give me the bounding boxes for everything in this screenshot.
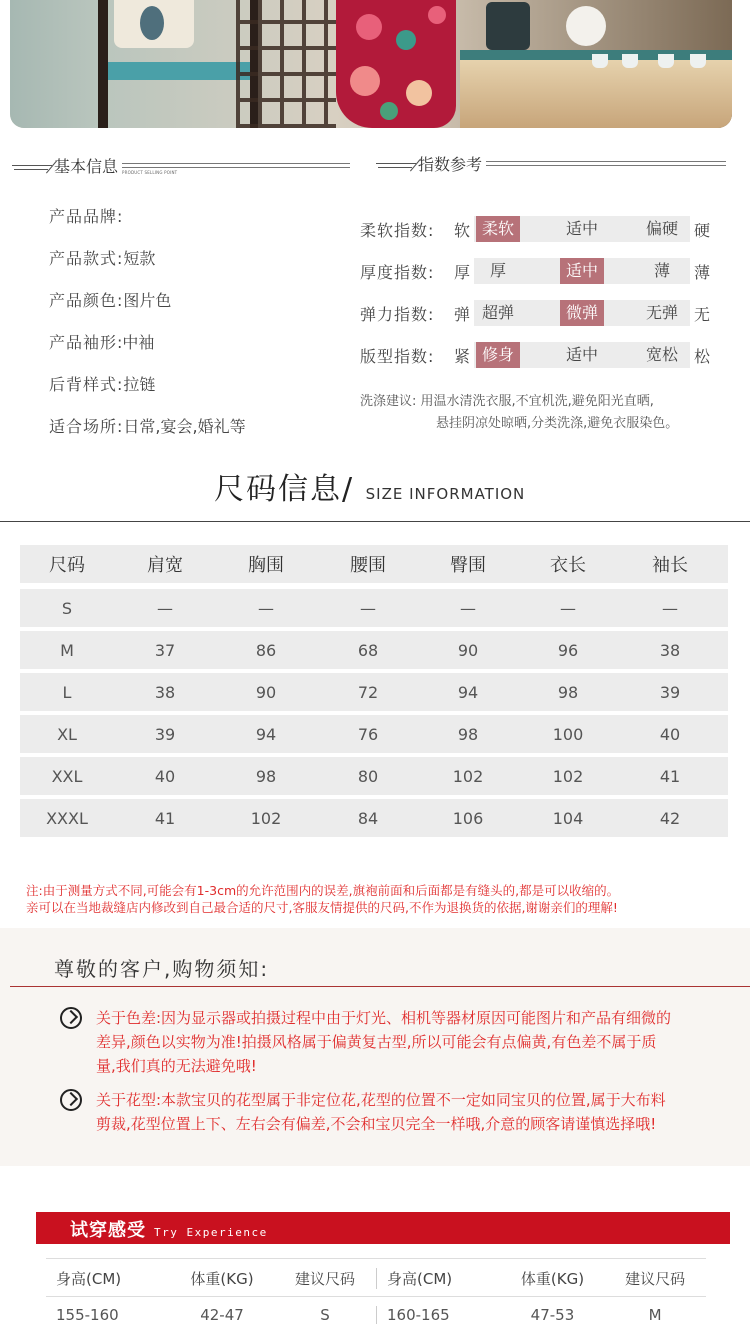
table-cell: 68: [357, 640, 379, 660]
table-cell: 76: [357, 724, 379, 744]
try-table: [46, 1260, 706, 1333]
info-row-occasion: [49, 415, 246, 457]
size-note: [26, 882, 619, 916]
index-option: 修身: [476, 342, 520, 368]
slash-decoration-icon: [376, 157, 416, 171]
table-row: [20, 589, 728, 627]
column-header: 尺码: [49, 555, 85, 576]
notice-text: 关于花型:本款宝贝的花型属于非定位花,花型的位置不一定如同宝贝的位置,属于大布料剪裁,花型位置上下、左右会有偏差,不会和宝贝完全一样哦,介意的顾客请谨慎选择哦!: [96, 1091, 666, 1133]
info-value: :中袖: [117, 333, 155, 352]
table-cell: 84: [357, 808, 379, 828]
table-cell: 106: [452, 808, 484, 828]
table-cell: 38: [154, 682, 176, 702]
divider: [10, 986, 750, 987]
info-label: 适合场所:: [49, 417, 124, 436]
notice-item-pattern: [60, 1088, 676, 1136]
try-table-header: [46, 1260, 706, 1296]
table-cell: —: [662, 598, 678, 618]
table-cell: 42: [659, 808, 681, 828]
table-cell: 90: [457, 640, 479, 660]
index-start: 紧: [453, 346, 470, 366]
table-cell: XL: [57, 724, 77, 744]
column-header: 衣长: [550, 555, 586, 576]
basic-info-subtitle: PRODUCT SELLING POINT: [122, 169, 178, 175]
column-header: 体重(KG): [520, 1269, 585, 1288]
table-cell: 98: [255, 766, 277, 786]
table-cell: 40: [659, 724, 681, 744]
table-cell: 72: [357, 682, 379, 702]
index-reference: [360, 208, 714, 376]
table-cell: 155-160: [56, 1306, 119, 1324]
table-cell: M: [60, 640, 74, 660]
column-header: 臀围: [450, 555, 486, 576]
hero-photo: [10, 0, 732, 128]
table-cell: 102: [452, 766, 484, 786]
info-value: 短款: [123, 249, 156, 268]
table-row: [20, 631, 728, 669]
washing-advice-line2: 悬挂阴凉处晾晒,分类洗涤,避免衣服染色。: [436, 416, 679, 431]
index-option: 偏硬: [645, 219, 678, 238]
index-scale: [474, 342, 690, 368]
index-option: 超弹: [481, 303, 514, 322]
table-cell: L: [62, 682, 72, 702]
table-row: [46, 1297, 706, 1333]
notice-text: 关于色差:因为显示器或拍摄过程中由于灯光、相机等器材原因可能图片和产品有细微的差异,颜色以实物为准!拍摄风格属于偏黄复古型,所以可能会有点偏黄,有色差不属于质量,我们真的无法避免哦!: [96, 1009, 672, 1075]
index-row-softness: [360, 208, 714, 250]
info-value: 图片色: [123, 291, 172, 310]
table-cell: 37: [154, 640, 176, 660]
size-info-subtitle: SIZE INFORMATION: [365, 485, 526, 503]
play-circle-icon: [60, 1007, 82, 1029]
column-header: 建议尺码: [625, 1269, 686, 1288]
index-start: 软: [453, 220, 470, 240]
info-row-back: [49, 373, 246, 415]
index-end: 无: [693, 304, 710, 324]
try-experience-title: [70, 1216, 268, 1242]
index-start: 厚: [453, 262, 470, 282]
table-cell: —: [157, 598, 173, 618]
info-row-color: [49, 289, 246, 331]
table-cell: 94: [457, 682, 479, 702]
index-option: 宽松: [645, 345, 678, 364]
column-header: 袖长: [652, 555, 688, 576]
index-title: 指数参考: [418, 155, 483, 174]
basic-info-header: [12, 154, 350, 177]
table-cell: XXXL: [46, 808, 88, 828]
table-cell: 80: [357, 766, 379, 786]
table-cell: 41: [659, 766, 681, 786]
table-cell: 47-53: [530, 1306, 575, 1324]
table-row: [20, 757, 728, 795]
table-cell: 94: [255, 724, 277, 744]
index-start: 弹: [453, 304, 470, 324]
index-end: 硬: [693, 220, 710, 240]
index-scale: [474, 216, 690, 242]
table-cell: 160-165: [387, 1306, 450, 1324]
notice-item-color: [60, 1006, 676, 1078]
column-header: 肩宽: [147, 555, 183, 576]
info-label: 后背样式:: [49, 375, 124, 394]
size-info-title: [214, 464, 525, 508]
notice-title: 尊敬的客户,购物须知:: [54, 957, 270, 981]
washing-advice: [360, 391, 678, 435]
table-cell: —: [258, 598, 274, 618]
table-cell: 100: [552, 724, 584, 744]
size-info-title-text: 尺码信息/: [214, 472, 355, 507]
washing-advice-line1: 洗涤建议: 用温水清洗衣服,不宜机洗,避免阳光直晒,: [360, 394, 654, 409]
column-header: 建议尺码: [294, 1269, 355, 1288]
index-row-fit: [360, 334, 714, 376]
table-cell: M: [648, 1306, 662, 1324]
index-option: 适中: [565, 219, 598, 238]
table-cell: 41: [154, 808, 176, 828]
index-label: 厚度指数:: [360, 262, 435, 282]
table-row: [20, 715, 728, 753]
index-option: 适中: [560, 258, 604, 284]
index-row-elasticity: [360, 292, 714, 334]
try-title-text: 试穿感受: [70, 1220, 146, 1241]
play-circle-icon: [60, 1089, 82, 1111]
table-cell: 86: [255, 640, 277, 660]
index-row-thickness: [360, 250, 714, 292]
column-header: 腰围: [350, 555, 386, 576]
size-table-header: [20, 545, 728, 583]
info-row-sleeve: [49, 331, 246, 373]
table-cell: 40: [154, 766, 176, 786]
divider: [0, 521, 750, 522]
index-option: 柔软: [476, 216, 520, 242]
info-label: 产品袖形: [49, 333, 118, 352]
index-option: 无弹: [645, 303, 678, 322]
basic-info-list: [49, 205, 246, 457]
try-subtitle-text: Try Experience: [154, 1226, 268, 1239]
column-header: 胸围: [248, 555, 284, 576]
table-cell: 102: [552, 766, 584, 786]
table-cell: 90: [255, 682, 277, 702]
info-label: 产品品牌:: [49, 207, 124, 226]
table-cell: 39: [154, 724, 176, 744]
qipao-dress: [336, 0, 456, 128]
size-note-line1: 注:由于测量方式不同,可能会有1-3cm的允许范围内的误差,旗袍前面和后面都是有缝头的,都是可以收缩的。: [26, 883, 620, 898]
table-cell: 104: [552, 808, 584, 828]
index-option: 薄: [653, 261, 670, 280]
info-value: 拉链: [123, 375, 156, 394]
table-cell: S: [320, 1306, 330, 1324]
info-value: 日常,宴会,婚礼等: [123, 417, 246, 436]
info-label: 产品款式:: [49, 249, 124, 268]
info-row-style: [49, 247, 246, 289]
table-cell: 96: [557, 640, 579, 660]
divider: [46, 1258, 706, 1259]
table-row: [20, 799, 728, 837]
index-scale: [474, 258, 690, 284]
table-cell: 98: [557, 682, 579, 702]
column-header: 体重(KG): [190, 1269, 254, 1288]
table-row: [20, 673, 728, 711]
index-label: 弹力指数:: [360, 304, 435, 324]
index-end: 薄: [693, 262, 710, 282]
index-label: 版型指数:: [360, 346, 435, 366]
index-label: 柔软指数:: [360, 220, 435, 240]
index-end: 松: [693, 346, 710, 366]
index-option: 适中: [565, 345, 598, 364]
index-option: 微弹: [560, 300, 604, 326]
table-cell: 102: [250, 808, 282, 828]
table-cell: 42-47: [200, 1306, 244, 1324]
slash-decoration-icon: [12, 159, 52, 173]
table-cell: —: [360, 598, 376, 618]
table-cell: S: [61, 598, 73, 618]
index-header: [376, 152, 726, 175]
table-cell: 39: [659, 682, 681, 702]
column-header: 身高(CM): [56, 1269, 122, 1288]
table-cell: —: [460, 598, 476, 618]
table-cell: XXL: [51, 766, 83, 786]
table-cell: 98: [457, 724, 479, 744]
table-cell: —: [560, 598, 576, 618]
index-option: 厚: [489, 261, 506, 280]
basic-info-title: 基本信息: [54, 157, 119, 176]
size-note-line2: 亲可以在当地裁缝店内修改到自己最合适的尺寸,客服友情提供的尺码,不作为退换货的依据,谢谢亲们的理解!: [26, 900, 618, 915]
info-row-brand: [49, 205, 246, 247]
size-table: [20, 545, 728, 841]
table-cell: 38: [659, 640, 681, 660]
column-header: 身高(CM): [387, 1269, 453, 1288]
index-scale: [474, 300, 690, 326]
info-label: 产品颜色:: [49, 291, 124, 310]
